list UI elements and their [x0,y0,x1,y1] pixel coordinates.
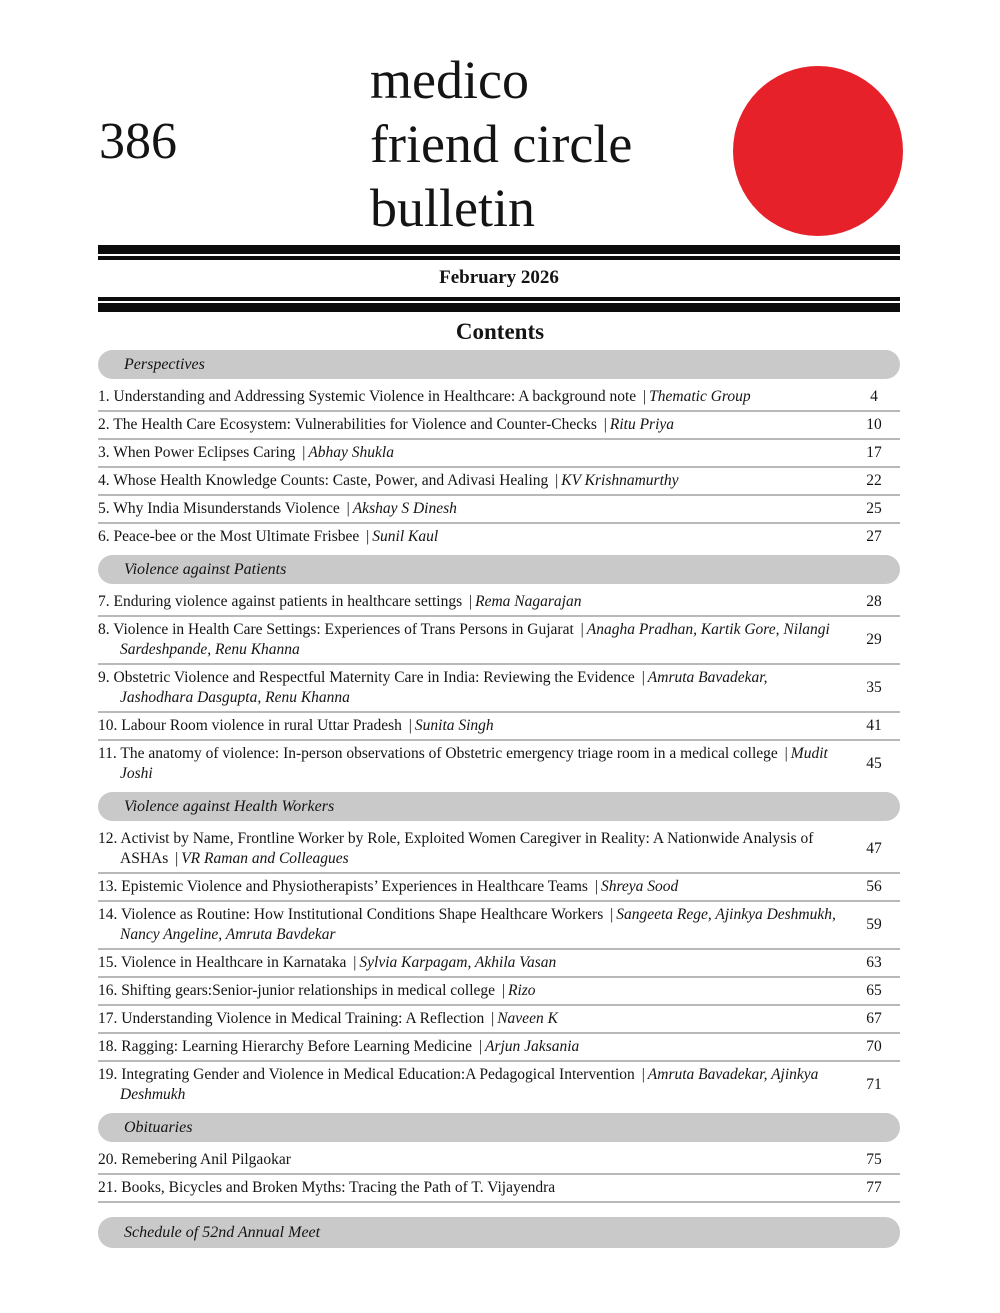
toc-item-authors: Rizo [508,982,536,999]
toc-item-title: Violence as Routine: How Institutional Conditions Shape Healthcare Workers [120,906,604,923]
toc-item-number: 14. [98,906,118,923]
toc-item-title: Understanding Violence in Medical Training: A Reflection [121,1010,485,1027]
author-separator: | [366,528,370,545]
toc-row [98,1062,900,1108]
toc-item-page-number: 70 [866,1038,882,1055]
rule-thick-top [98,245,900,254]
masthead-title-line: friend circle [370,114,633,174]
toc-row [98,950,900,978]
toc-item-number: 3. [98,444,110,461]
toc-item-page-number: 67 [866,1010,882,1027]
toc-item-title: Obstetric Violence and Respectful Maternity Care in India: Reviewing the Evidence [113,669,635,686]
toc-item-number: 18. [98,1038,118,1055]
toc-row [98,468,900,496]
toc-row [98,741,900,787]
author-separator: | [478,1038,482,1055]
section-header-pill [98,350,900,379]
author-separator: | [643,388,647,405]
toc-item-page-number: 22 [866,472,882,489]
toc-item-number: 5. [98,500,110,517]
section-label: Schedule of 52nd Annual Meet [124,1223,321,1241]
toc-item-page-number: 29 [866,631,882,648]
toc-item-number: 1. [98,388,110,405]
toc-item-authors: Sylvia Karpagam, Akhila Vasan [359,954,557,971]
toc-item-text [98,953,848,973]
toc-item-text [98,981,848,1001]
author-separator: | [594,878,598,895]
toc-row [98,1175,900,1203]
toc-item-page-number: 47 [866,840,882,857]
toc-item-authors: Sangeeta Rege, Ajinkya Deshmukh, Nancy Angeline, Amruta Bavdekar [120,906,836,943]
toc-item-number: 12. [98,830,118,847]
toc-item-number: 4. [98,472,110,489]
toc-item-authors: Akshay S Dinesh [352,500,457,517]
toc-item-authors: Amruta Bavadekar, Jashodhara Dasgupta, Renu Khanna [120,669,768,706]
toc-item-title: Integrating Gender and Violence in Medical Education:A Pedagogical Intervention [121,1066,635,1083]
toc-item-title: Violence in Health Care Settings: Experiences of Trans Persons in Gujarat [113,621,574,638]
toc-item-page-number: 71 [866,1076,882,1093]
toc-item-authors: VR Raman and Colleagues [181,850,349,867]
section-header-pill [98,555,900,584]
section-header-pill [98,792,900,821]
toc-item-authors: Sunita Singh [414,717,494,734]
toc-item-authors: Thematic Group [649,388,751,405]
toc-item-text [98,592,848,612]
toc-item-number: 13. [98,878,118,895]
toc-item-title: Ragging: Learning Hierarchy Before Learning Medicine [121,1038,473,1055]
toc-item-text [98,387,848,407]
author-separator: | [346,500,350,517]
toc-item-page-number: 35 [866,679,882,696]
toc-item-title: The Health Care Ecosystem: Vulnerabilities for Violence and Counter-Checks [113,416,597,433]
toc-item-authors: Shreya Sood [600,878,679,895]
toc-item-text [98,744,848,784]
toc-item-number: 7. [98,593,110,610]
toc-item-authors: KV Krishnamurthy [561,472,679,489]
toc-item-title: When Power Eclipses Caring [113,444,296,461]
toc-item-number: 16. [98,982,118,999]
author-separator: | [641,669,645,686]
toc-item-authors: Mudit Joshi [120,745,828,782]
section-label: Perspectives [124,355,205,373]
toc-item-page-number: 27 [866,528,882,545]
toc-item-title: Books, Bicycles and Broken Myths: Tracing the Path of T. Vijayendra [121,1179,556,1196]
toc-item-text [98,716,848,736]
toc-item-page-number: 56 [866,878,882,895]
toc-item-authors: Amruta Bavadekar, Ajinkya Deshmukh [120,1066,819,1103]
toc-item-authors: Anagha Pradhan, Kartik Gore, Nilangi Sardeshpande, Renu Khanna [120,621,830,658]
contents-title: Contents [455,319,545,344]
toc-row [98,978,900,1006]
author-separator: | [408,717,412,734]
toc-item-title: Remebering Anil Pilgaokar [121,1151,291,1168]
author-separator: | [491,1010,495,1027]
toc-item-title: Whose Health Knowledge Counts: Caste, Power, and Adivasi Healing [113,472,549,489]
issue-number: 386 [99,113,177,170]
toc-item-number: 10. [98,717,118,734]
toc-item-number: 19. [98,1066,118,1083]
author-separator: | [580,621,584,638]
toc-item-text [98,415,848,435]
toc-item-authors: Sunil Kaul [372,528,439,545]
toc-item-text [98,471,848,491]
toc-item-page-number: 41 [866,717,882,734]
section-header-pill [98,1113,900,1142]
toc-item-text [98,829,848,869]
toc-item-text [98,1065,848,1105]
table-of-contents [98,350,900,1248]
author-separator: | [175,850,179,867]
toc-item-authors: Naveen K [497,1010,558,1027]
date-band [98,245,900,312]
toc-item-page-number: 59 [866,916,882,933]
toc-item-title: The anatomy of violence: In-person observations of Obstetric emergency triage room in a medical college [120,745,778,762]
masthead-title-line: bulletin [370,178,535,238]
toc-item-number: 11. [98,745,117,762]
red-circle-icon [733,66,903,236]
toc-row [98,440,900,468]
rule-thick-bottom [98,303,900,312]
toc-item-title: Labour Room violence in rural Uttar Pradesh [121,717,402,734]
toc-row [98,617,900,665]
toc-item-number: 6. [98,528,110,545]
author-separator: | [784,745,788,762]
author-separator: | [555,472,559,489]
toc-row [98,412,900,440]
toc-item-title: Understanding and Addressing Systemic Violence in Healthcare: A background note [113,388,637,405]
toc-item-number: 21. [98,1179,118,1196]
toc-item-text [98,527,848,547]
toc-item-page-number: 17 [866,444,882,461]
toc-item-text [98,1178,848,1198]
toc-row [98,384,900,412]
toc-item-page-number: 63 [866,954,882,971]
toc-item-page-number: 28 [866,593,882,610]
toc-item-text [98,1037,848,1057]
toc-row [98,665,900,713]
toc-item-text [98,620,848,660]
toc-row [98,874,900,902]
section-label: Violence against Health Workers [124,797,335,815]
toc-item-title: Shifting gears:Senior-junior relationships in medical college [121,982,496,999]
toc-item-text [98,1009,848,1029]
toc-item-title: Why India Misunderstands Violence [113,500,340,517]
toc-row [98,1147,900,1175]
toc-item-authors: Rema Nagarajan [475,593,582,610]
toc-item-number: 20. [98,1151,118,1168]
toc-item-page-number: 4 [870,388,878,405]
toc-item-number: 17. [98,1010,118,1027]
toc-item-title: Epistemic Violence and Physiotherapists’ Experiences in Healthcare Teams [121,878,588,895]
toc-item-authors: Arjun Jaksania [485,1038,580,1055]
toc-item-text [98,443,848,463]
toc-row [98,902,900,950]
toc-row [98,826,900,874]
toc-row [98,1006,900,1034]
toc-item-page-number: 65 [866,982,882,999]
section-label: Obituaries [124,1118,193,1136]
toc-item-number: 15. [98,954,118,971]
author-separator: | [610,906,614,923]
author-separator: | [501,982,505,999]
toc-item-text [98,905,848,945]
toc-item-title: Violence in Healthcare in Karnataka [120,954,347,971]
toc-item-authors: Ritu Priya [609,416,675,433]
toc-item-page-number: 77 [866,1179,882,1196]
author-separator: | [603,416,607,433]
toc-row [98,713,900,741]
masthead [0,0,1000,245]
toc-item-text [98,1150,848,1170]
masthead-title-line: medico [370,50,529,110]
toc-row [98,524,900,550]
masthead-title [370,48,632,240]
section-header-pill [98,1217,900,1248]
toc-item-number: 9. [98,669,110,686]
author-separator: | [302,444,306,461]
toc-item-title: Activist by Name, Frontline Worker by Role, Exploited Women Caregiver in Reality: A Nationwide Analysis of ASHAs [120,830,814,867]
issue-date: February 2026 [439,267,559,288]
toc-row [98,1034,900,1062]
toc-item-page-number: 75 [866,1151,882,1168]
toc-item-page-number: 25 [866,500,882,517]
toc-item-page-number: 45 [866,755,882,772]
toc-item-number: 8. [98,621,110,638]
toc-item-page-number: 10 [866,416,882,433]
author-separator: | [641,1066,645,1083]
toc-item-text [98,499,848,519]
author-separator: | [353,954,357,971]
section-label: Violence against Patients [124,560,287,578]
toc-item-authors: Abhay Shukla [308,444,394,461]
toc-item-title: Enduring violence against patients in healthcare settings [113,593,463,610]
toc-item-text [98,668,848,708]
toc-row [98,589,900,617]
toc-row [98,496,900,524]
toc-item-number: 2. [98,416,110,433]
toc-item-title: Peace-bee or the Most Ultimate Frisbee [113,528,360,545]
author-separator: | [469,593,473,610]
toc-item-text [98,877,848,897]
